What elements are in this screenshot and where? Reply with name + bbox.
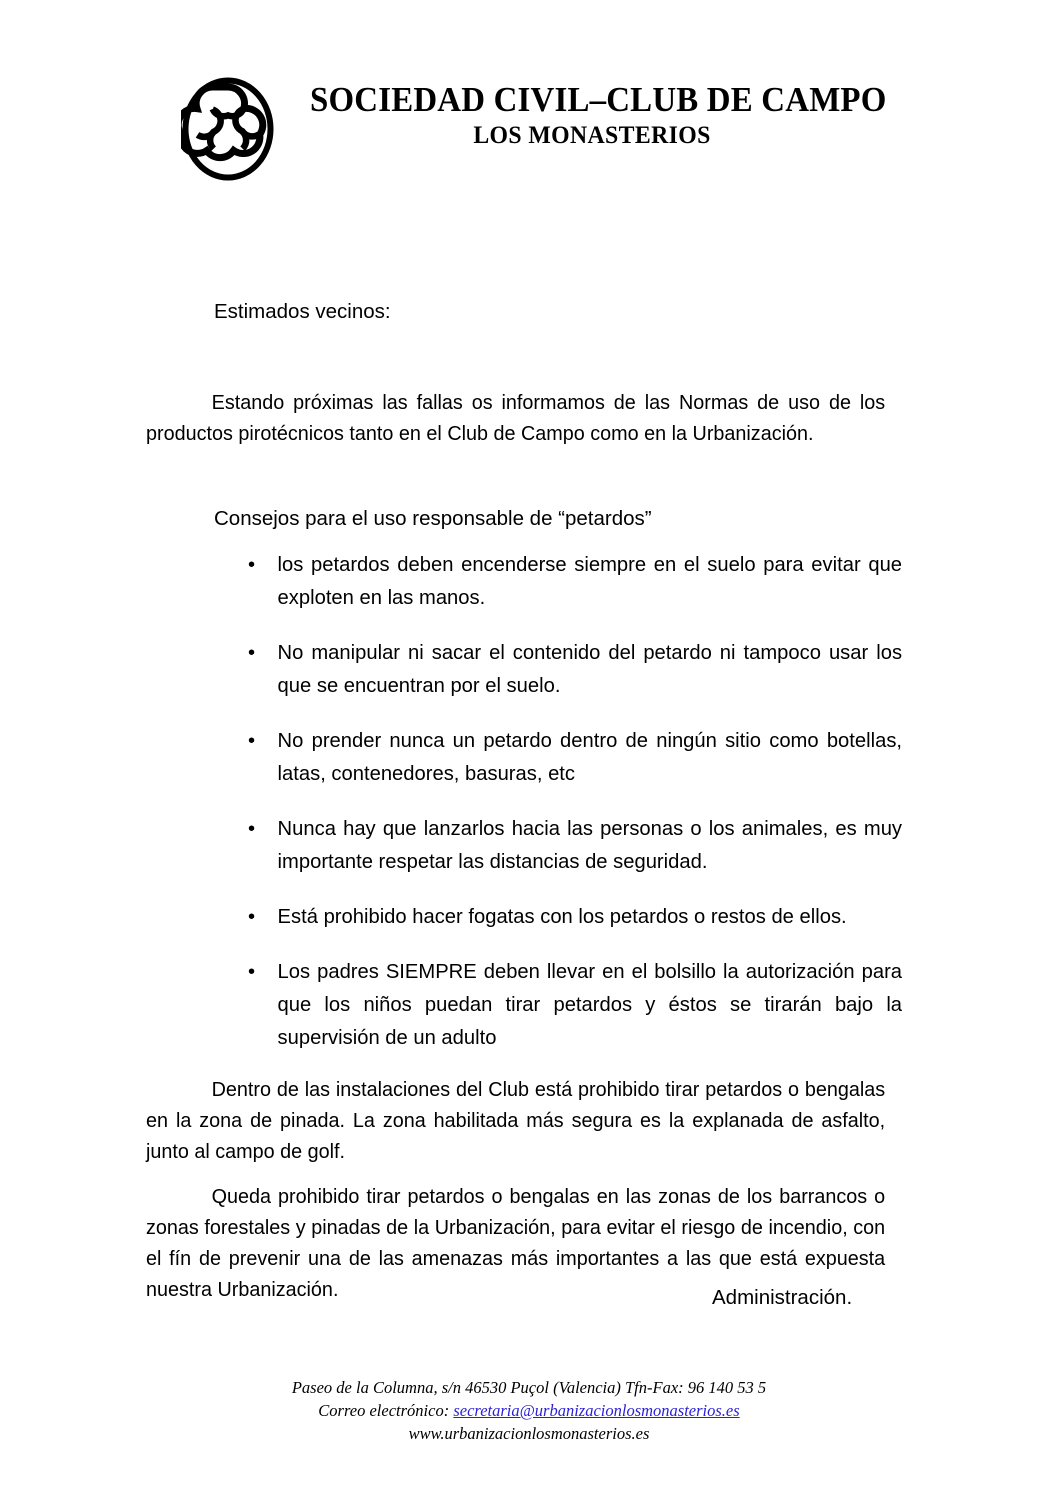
letterhead-text bbox=[292, 80, 892, 151]
footer-email-link[interactable]: secretaria@urbanizacionlosmonasterios.es bbox=[453, 1401, 740, 1420]
letterhead bbox=[0, 62, 1058, 182]
footer-email-line bbox=[0, 1399, 1058, 1422]
letter-body bbox=[146, 296, 912, 1319]
list-item bbox=[248, 724, 902, 790]
bullet-icon: • bbox=[248, 817, 256, 840]
list-item bbox=[248, 955, 902, 1054]
list-item bbox=[248, 900, 902, 933]
signature: Administración. bbox=[712, 1286, 853, 1309]
cinquefoil-rosette-icon bbox=[181, 76, 275, 182]
list-item-text: Nunca hay que lanzarlos hacia las personas o los animales, es muy importante respetar las distancias de seguridad. bbox=[277, 817, 903, 873]
bullet-icon: • bbox=[248, 960, 256, 983]
closing-paragraph-1: Dentro de las instalaciones del Club está prohibido tirar petardos o bengalas en la zona de pinada. La zona habilitada más segura es la explanada de asfalto, junto al campo de golf. bbox=[146, 1078, 886, 1163]
closing-paragraph-2: Queda prohibido tirar petardos o bengalas en las zonas de los barrancos o zonas forestales y pinadas de la Urbanización, para evitar el riesgo de incendio, con el fín de prevenir una de las amenazas más importantes a las que está expuesta nuestra Urbanización. bbox=[146, 1185, 886, 1301]
advice-list bbox=[146, 548, 912, 1054]
spacer bbox=[146, 327, 912, 387]
advice-subheading: Consejos para el uso responsable de “petardos” bbox=[214, 507, 652, 530]
intro-paragraph: Estando próximas las fallas os informamos de las Normas de uso de los productos pirotécnicos tanto en el Club de Campo como en la Urbanización. bbox=[146, 391, 886, 445]
list-item bbox=[248, 812, 902, 878]
spacer bbox=[146, 449, 912, 503]
list-item bbox=[248, 636, 902, 702]
organization-subtitle: LOS MONASTERIOS bbox=[473, 122, 711, 149]
list-item-text: Los padres SIEMPRE deben llevar en el bolsillo la autorización para que los niños puedan tirar petardos y éstos se tirarán bajo la supervisión de un adulto bbox=[277, 960, 903, 1049]
salutation: Estimados vecinos: bbox=[214, 300, 391, 323]
club-logo bbox=[181, 76, 275, 182]
list-item-text: No manipular ni sacar el contenido del petardo ni tampoco usar los que se encuentran por el suelo. bbox=[277, 641, 903, 697]
footer-website: www.urbanizacionlosmonasterios.es bbox=[408, 1424, 650, 1443]
list-item bbox=[248, 548, 902, 614]
bullet-icon: • bbox=[248, 729, 256, 752]
list-item-text: los petardos deben encenderse siempre en el suelo para evitar que exploten en las manos. bbox=[277, 553, 903, 609]
bullet-icon: • bbox=[248, 905, 256, 928]
organization-title: SOCIEDAD CIVIL–CLUB DE CAMPO bbox=[310, 80, 887, 119]
list-item-text: Está prohibido hacer fogatas con los petardos o restos de ellos. bbox=[277, 905, 847, 928]
bullet-icon: • bbox=[248, 641, 256, 664]
closing-paragraphs bbox=[146, 1074, 912, 1305]
footer-address: Paseo de la Columna, s/n 46530 Puçol (Valencia) Tfn-Fax: 96 140 53 5 bbox=[291, 1378, 767, 1397]
bullet-icon: • bbox=[248, 553, 256, 576]
footer-email-label: Correo electrónico: bbox=[318, 1401, 454, 1420]
page-footer bbox=[0, 1376, 1058, 1445]
list-item-text: No prender nunca un petardo dentro de ningún sitio como botellas, latas, contenedores, basuras, etc bbox=[277, 729, 903, 785]
